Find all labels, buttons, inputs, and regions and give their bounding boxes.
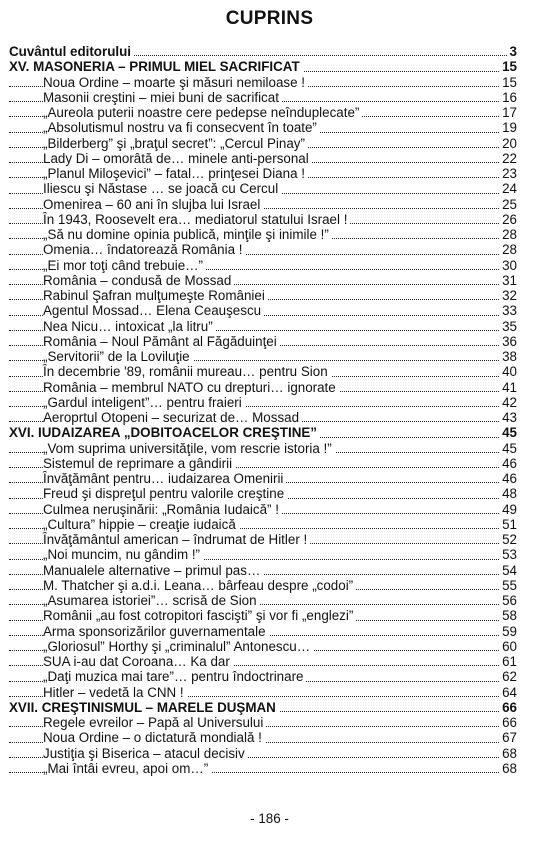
- toc-entry: [9, 227, 517, 242]
- toc-entry-title: România – condusă de Mossad: [43, 273, 234, 288]
- toc-entry-title: „Noi muncim, nu gândim !”: [43, 547, 203, 562]
- toc-entry: [9, 364, 517, 379]
- toc-entry-page: 48: [499, 486, 517, 501]
- toc-entry-page: 51: [499, 517, 517, 532]
- toc-entry-title: Culmea neruşinării: „România Iudaică” !: [43, 502, 282, 517]
- toc-entry: [9, 303, 517, 318]
- toc-entry-title: SUA i-au dat Coroana… Ka dar: [43, 654, 233, 669]
- toc-entry: [9, 547, 517, 562]
- toc-entry-title: Iliescu şi Năstase … se joacă cu Cercul: [43, 181, 281, 196]
- toc-entry-title: XVII. CREŞTINISMUL – MARELE DUŞMAN: [9, 700, 279, 715]
- toc-entry: [9, 578, 517, 593]
- toc-entry-page: 35: [499, 319, 517, 334]
- toc-entry-page: 23: [499, 166, 517, 181]
- toc-entry-title: „Planul Miloşevici” – fatal… prinţesei Diana !: [43, 166, 308, 181]
- toc-entry: [9, 258, 517, 273]
- toc-entry: [9, 181, 517, 196]
- toc-entry-title: Omenia… îndatorează România !: [43, 242, 245, 257]
- toc-entry-page: 45: [499, 441, 517, 456]
- toc-entry-title: „Ei mor toţi când trebuie…”: [43, 258, 206, 273]
- toc-entry: [9, 120, 517, 135]
- toc-entry: [9, 136, 517, 151]
- toc-entry: [9, 197, 517, 212]
- toc-entry-page: 49: [499, 502, 517, 517]
- toc-entry-title: Hitler – vedetă la CNN !: [43, 685, 187, 700]
- toc-entry-page: 15: [499, 59, 517, 74]
- toc-entry: [9, 273, 517, 288]
- toc-entry: [9, 90, 517, 105]
- toc-entry-title: Justiţia şi Biserica – atacul decisiv: [43, 746, 248, 761]
- toc-entry-title: Lady Di – omorâtă de… minele anti-personal: [43, 151, 312, 166]
- toc-entry-page: 66: [499, 700, 517, 715]
- toc-entry-title: Regele evreilor – Papă al Universului: [43, 715, 266, 730]
- toc-entry-title: România – Noul Pământ al Făgăduinţei: [43, 334, 280, 349]
- toc-entry-page: 46: [499, 456, 517, 471]
- toc-entry: [9, 242, 517, 257]
- toc-entry-title: „Asumarea istoriei”… scrisă de Sion: [43, 593, 260, 608]
- toc-entry-title: Românii „au fost cotropitori fascişti” şi vor fi „englezi”: [43, 608, 356, 623]
- toc-entry: [9, 151, 517, 166]
- toc-entry-title: Noua Ordine – o dictatură mondială !: [43, 730, 265, 745]
- toc-entry: [9, 212, 517, 227]
- toc-entry-title: Cuvântul editorului: [9, 44, 134, 59]
- toc-entry-page: 20: [499, 136, 517, 151]
- toc-entry-page: 30: [499, 258, 517, 273]
- toc-entry-page: 40: [499, 364, 517, 379]
- toc-entry-page: 58: [499, 608, 517, 623]
- toc-entry-page: 62: [499, 669, 517, 684]
- toc-entry-page: 25: [499, 197, 517, 212]
- toc-entry: [9, 334, 517, 349]
- toc-entry-title: „Daţi muzica mai tare”… pentru îndoctrinare: [43, 669, 306, 684]
- toc-entry: [9, 288, 517, 303]
- toc-entry-page: 46: [499, 471, 517, 486]
- table-of-contents: [9, 44, 517, 776]
- toc-entry-page: 15: [499, 75, 517, 90]
- toc-entry-page: 22: [499, 151, 517, 166]
- toc-entry-page: 68: [499, 746, 517, 761]
- toc-entry-page: 36: [499, 334, 517, 349]
- toc-entry-title: „Să nu domine opinia publică, minţile şi inimile !”: [43, 227, 332, 242]
- toc-entry-title: Nea Nicu… intoxicat „la litru”: [43, 319, 216, 334]
- toc-entry-title: Noua Ordine – moarte şi măsuri nemiloase !: [43, 75, 308, 90]
- toc-entry: [9, 502, 517, 517]
- toc-entry-title: „Mai întâi evreu, apoi om…”: [43, 761, 211, 776]
- toc-entry-title: „Vom suprima universităţile, vom rescrie istoria !”: [43, 441, 335, 456]
- toc-entry-title: În decembrie '89, românii mureau… pentru Sion: [43, 364, 331, 379]
- toc-entry-page: 3: [507, 44, 517, 59]
- toc-entry-page: 24: [499, 181, 517, 196]
- toc-entry: [9, 441, 517, 456]
- toc-entry-page: 60: [499, 639, 517, 654]
- toc-entry-title: XV. MASONERIA – PRIMUL MIEL SACRIFICAT: [9, 59, 303, 74]
- toc-entry: [9, 563, 517, 578]
- toc-entry: [9, 746, 517, 761]
- toc-entry-page: 66: [499, 715, 517, 730]
- toc-entry-title: Sistemul de reprimare a gândirii: [43, 456, 235, 471]
- toc-entry: [9, 456, 517, 471]
- toc-entry-title: M. Thatcher şi a.d.i. Leana… bârfeau despre „codoi”: [43, 578, 356, 593]
- toc-entry-title: „Aureola puterii noastre cere pedepse neînduplecate”: [43, 105, 362, 120]
- toc-entry-title: „Cultura” hippie – creaţie iudaică: [43, 517, 239, 532]
- toc-entry: [9, 639, 517, 654]
- toc-entry-title: România – membrul NATO cu drepturi… ignorate: [43, 380, 339, 395]
- toc-entry: [9, 532, 517, 547]
- toc-entry-page: 17: [499, 105, 517, 120]
- toc-entry-title: „Gloriosul” Horthy şi „criminalul” Antonescu…: [43, 639, 313, 654]
- toc-entry-title: Agentul Mossad… Elena Ceauşescu: [43, 303, 264, 318]
- page-title: CUPRINS: [225, 8, 314, 29]
- toc-entry-page: 55: [499, 578, 517, 593]
- toc-entry-page: 67: [499, 730, 517, 745]
- toc-entry: [9, 761, 517, 776]
- toc-entry-page: 31: [499, 273, 517, 288]
- toc-entry-page: 61: [499, 654, 517, 669]
- toc-entry: [9, 654, 517, 669]
- toc-entry: [9, 517, 517, 532]
- toc-entry-page: 32: [499, 288, 517, 303]
- toc-entry-title: Masonii creştini – miei buni de sacrificat: [43, 90, 282, 105]
- toc-entry-page: 38: [499, 349, 517, 364]
- toc-entry: [9, 685, 517, 700]
- toc-entry: [9, 380, 517, 395]
- toc-part-heading: [9, 425, 517, 440]
- page-number: - 186 -: [250, 811, 289, 826]
- toc-entry-title: Freud şi dispreţul pentru valorile creştine: [43, 486, 287, 501]
- toc-entry-page: 68: [499, 761, 517, 776]
- toc-entry: [9, 486, 517, 501]
- toc-entry-title: XVI. IUDAIZAREA „DOBITOACELOR CREŞTINE”: [9, 425, 320, 440]
- toc-entry: [9, 669, 517, 684]
- toc-entry-page: 53: [499, 547, 517, 562]
- toc-entry-page: 19: [499, 120, 517, 135]
- toc-entry-title: Arma sponsorizărilor guvernamentale: [43, 624, 269, 639]
- toc-entry-title: Omenirea – 60 ani în slujba lui Israel: [43, 197, 263, 212]
- toc-part-heading: [9, 700, 517, 715]
- toc-entry: [9, 624, 517, 639]
- toc-entry-page: 28: [499, 242, 517, 257]
- toc-entry-page: 54: [499, 563, 517, 578]
- toc-entry-page: 56: [499, 593, 517, 608]
- toc-entry: [9, 471, 517, 486]
- toc-entry-page: 41: [499, 380, 517, 395]
- toc-entry-page: 28: [499, 227, 517, 242]
- toc-entry-title: „Servitorii” de la Loviluţie: [43, 349, 193, 364]
- toc-entry-title: Manualele alternative – primul pas…: [43, 563, 263, 578]
- toc-part-heading: [9, 59, 517, 74]
- toc-entry-page: 45: [499, 425, 517, 440]
- toc-entry: [9, 166, 517, 181]
- toc-entry-page: 26: [499, 212, 517, 227]
- toc-entry-page: 64: [499, 685, 517, 700]
- toc-intro-entry: [9, 44, 517, 59]
- toc-entry-title: Învăţământul american – îndrumat de Hitler !: [43, 532, 310, 547]
- toc-entry: [9, 395, 517, 410]
- toc-entry: [9, 349, 517, 364]
- toc-entry-title: În 1943, Roosevelt era… mediatorul statului Israel !: [43, 212, 350, 227]
- toc-entry: [9, 715, 517, 730]
- toc-entry-title: Rabinul Şafran mulţumeşte României: [43, 288, 268, 303]
- toc-entry-page: 16: [499, 90, 517, 105]
- toc-entry: [9, 593, 517, 608]
- toc-entry-page: 33: [499, 303, 517, 318]
- toc-entry: [9, 105, 517, 120]
- toc-entry-page: 59: [499, 624, 517, 639]
- toc-entry: [9, 319, 517, 334]
- toc-entry: [9, 410, 517, 425]
- toc-entry: [9, 75, 517, 90]
- toc-entry: [9, 730, 517, 745]
- toc-entry: [9, 608, 517, 623]
- toc-entry-title: „Bilderberg” şi „braţul secret”: „Cercul Pinay”: [43, 136, 308, 151]
- toc-entry-title: Aeroprtul Otopeni – securizat de… Mossad: [43, 410, 302, 425]
- toc-entry-title: Învăţământ pentru… iudaizarea Omenirii: [43, 471, 286, 486]
- toc-entry-page: 43: [499, 410, 517, 425]
- toc-entry-page: 52: [499, 532, 517, 547]
- toc-entry-page: 42: [499, 395, 517, 410]
- toc-entry-title: „Gardul inteligent”… pentru fraieri: [43, 395, 245, 410]
- toc-entry-title: „Absolutismul nostru va fi consecvent în toate”: [43, 120, 320, 135]
